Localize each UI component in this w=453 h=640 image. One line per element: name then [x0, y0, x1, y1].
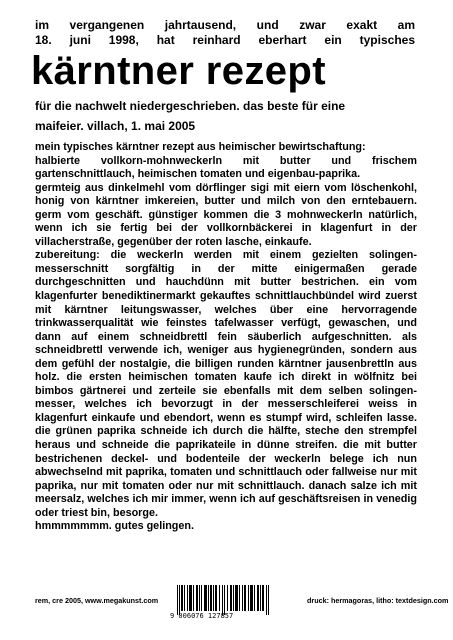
barcode-icon	[177, 585, 271, 615]
recipe-heading: mein typisches kärntner rezept aus heimischer bewirtschaftung:	[35, 141, 366, 153]
intro-line-2: 18. juni 1998, hat reinhard eberhart ein typisches	[35, 32, 415, 47]
barcode-number: 9 006076 127857	[170, 612, 234, 620]
subline-text	[35, 96, 415, 136]
subline-line-1: für die nachwelt niedergeschrieben. das beste für eine	[35, 99, 346, 113]
recipe-ingredients: halbierte vollkorn-mohnweckerln mit butter und frischem gartenschnittlauch, heimischen tomaten und eigenbau-paprika.	[35, 154, 417, 181]
recipe-sourcing: germteig aus dinkelmehl vom dörflinger sigi mit eiern vom löschenkohl, honig von kärntner imkereien, butter und milch von den erntebauern. germ vom geschäft. günstiger kommen die 3 mohnweckerln natürlich, wenn ich sie fertig bei der vollkornbäckerei in klagenfurt in der villacherstraße, gegenüber der roten lasche, einkaufe.	[35, 181, 417, 248]
recipe-body	[35, 141, 417, 534]
recipe-closing: hmmmmmmm. gutes gelingen.	[35, 520, 194, 533]
subline-line-2: maifeier. villach, 1. mai 2005	[35, 119, 196, 133]
footer-credit: rem, cre 2005, www.megakunst.com	[35, 596, 159, 605]
footer-print-credit: druck: hermagoras, litho: textdesign.com	[307, 596, 449, 605]
intro-line-1: im vergangenen jahrtausend, und zwar exakt am	[35, 18, 415, 32]
recipe-preparation: zubereitung: die weckerln werden mit einem gezielten solingen-messerschnitt sorgfältig in der mitte einigermaßen gerade durchgeschnitten und hauchdünn mit butter bestrichen. ein vom klagenfurter benediktinermarkt gekauftes schnittlauchbündel wird zuerst mit kärntner leitungswasser, welches über eine hervorragende trinkwasserqualität wie feinstes tafelwasser verfügt, gewaschen, und dann auf einem schneidbrettl fein säuberlich aufgeschnitten. als schneidbrettl verwende ich, weniger aus hygienegründen, sondern aus dem gefühl der nostalgie, die billigen runden kärntner jausenbrettln aus holz. die ersten heimischen tomaten kaufe ich direkt in wölfnitz bei bimbos gärtnerei und zerteile sie ebenfalls mit dem selben solingen-messer, welches ich bevorzugt in der messerschleiferei weiss in klagenfurt einkaufe und ebendort, wenn es stumpf wird, schleifen lasse. die grünen paprika schneide ich durch die hälfte, steche den strempfel heraus und schneide die paprikateile in dünne streifen. die mit butter bestrichenen deckel- und bodenteile der weckerln belege ich nun abwechselnd mit paprika, tomaten und schnittlauch oder fallweise nur mit paprika, nur mit tomaten oder nur mit schnittlauch. danach salze ich mit meersalz, welches ich mir immer, wenn ich auf geschäftsreisen in venedig oder triest bin, besorge.	[35, 249, 417, 519]
intro-text	[35, 18, 415, 47]
headline-title: kärntner rezept	[31, 49, 326, 93]
